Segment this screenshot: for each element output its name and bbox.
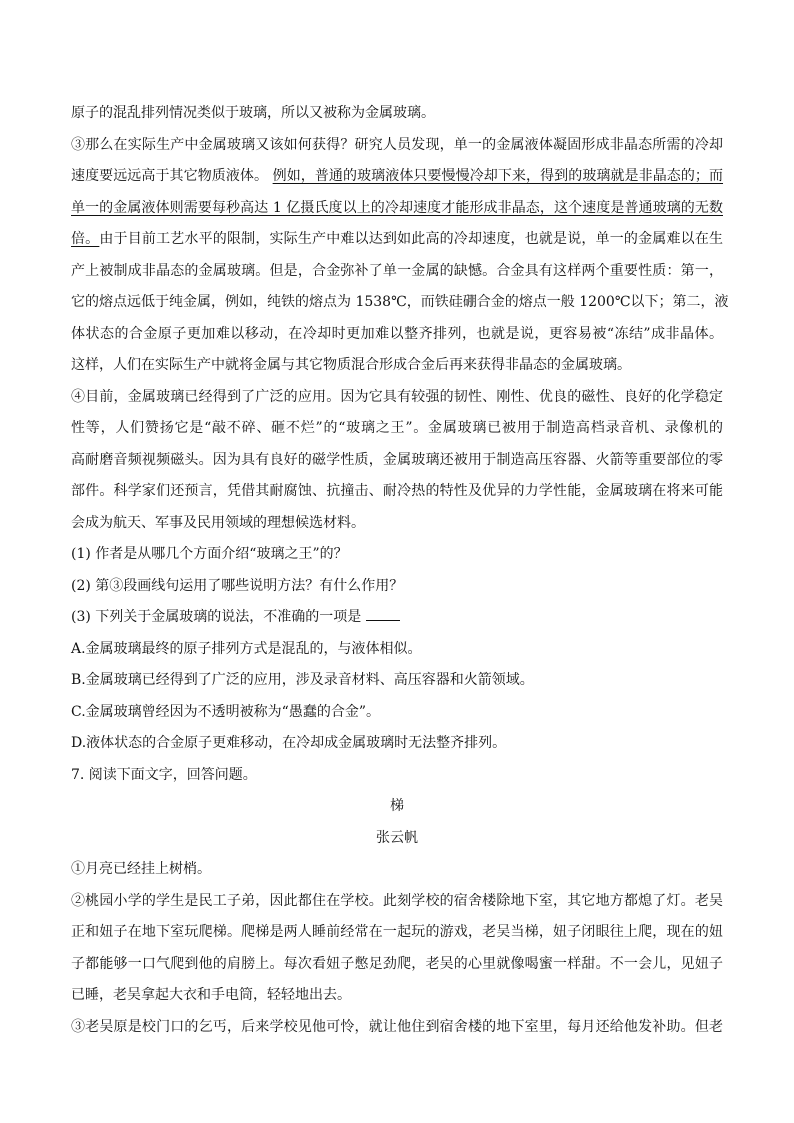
paragraph-4-line-3: 高耐磨音频视频磁头。因为具有良好的磁学性质，金属玻璃还被用于制造高压容器、火箭等重要部位的零: [71, 451, 723, 468]
underlined-sentence: 例如，普通的玻璃液体只要慢慢冷却下来，得到的玻璃就是非晶态的；而: [272, 168, 724, 184]
story-paragraph-2-line-4: 已睡，老吴拿起大衣和手电筒，轻轻地出去。: [71, 987, 351, 1003]
question-1: (1) 作者是从哪几个方面介绍“玻璃之王”的？: [71, 546, 348, 562]
question-3-text: (3) 下列关于金属玻璃的说法，不准确的一项是: [71, 609, 362, 625]
story-author: 张云帆: [376, 829, 418, 846]
paragraph-3-line-2: [71, 161, 723, 193]
question-7-prompt: 7. 阅读下面文字，回答问题。: [71, 766, 257, 783]
paragraph-3-line-8: 这样，人们在实际生产中就将金属与其它物质混合形成合金后再来获得非晶态的金属玻璃。: [71, 357, 631, 373]
option-c: C.金属玻璃曾经因为不透明被称为“愚蠢的合金”。: [71, 703, 380, 720]
underlined-sentence: 倍。: [71, 231, 100, 247]
paragraph-4-line-4: 部件。科学家们还预言，凭借其耐腐蚀、抗撞击、耐冷热的特性及优异的力学性能，金属玻璃在将来可能: [71, 483, 723, 499]
paragraph-2-tail: 原子的混乱排列情况类似于玻璃，所以又被称为金属玻璃。: [71, 105, 435, 121]
answer-blank[interactable]: [366, 608, 400, 621]
paragraph-4-line-2: 性等，人们赞扬它是“敲不碎、砸不烂”的“玻璃之王”。金属玻璃已被用于制造高档录音机、录像机的: [71, 420, 723, 436]
document-content: [71, 98, 729, 1043]
option-b: B.金属玻璃已经得到了广泛的应用，涉及录音材料、高压容器和火箭领域。: [71, 672, 534, 688]
story-title: 梯: [390, 798, 404, 814]
paragraph-3-line-5: 产上被制成非晶态的金属玻璃。但是，合金弥补了单一金属的缺憾。合金具有这样两个重要性质：第一，: [71, 262, 723, 279]
option-a: A.金属玻璃最终的原子排列方式是混乱的，与液体相似。: [71, 640, 422, 657]
paragraph-3-line-1: ③那么在实际生产中金属玻璃又该如何获得？研究人员发现，单一的金属液体凝固形成非晶态所需的冷却: [71, 136, 723, 153]
story-paragraph-2-line-1: ②桃园小学的学生是民工子弟，因此都住在学校。此刻学校的宿舍楼除地下室，其它地方都熄了灯。老吴: [71, 892, 723, 909]
question-2: (2) 第③段画线句运用了哪些说明方法？有什么作用？: [71, 577, 404, 594]
story-paragraph-2-line-3: 子都能够一口气爬到他的肩膀上。每次看妞子憋足劲爬，老吴的心里就像喝蜜一样甜。不一会儿，见妞子: [71, 955, 723, 972]
paragraph-4-line-1: ④目前，金属玻璃已经得到了广泛的应用。因为它具有较强的韧性、刚性、优良的磁性、良好的化学稳定: [71, 388, 723, 405]
story-paragraph-3-line-1: ③老吴原是校门口的乞丐，后来学校见他可怜，就让他住到宿舍楼的地下室里，每月还给他发补助。但老: [71, 1018, 723, 1035]
paragraph-3-line-3: [71, 193, 723, 225]
question-3: [71, 602, 723, 634]
paragraph-4-line-5: 会成为航天、军事及民用领域的理想候选材料。: [71, 514, 365, 531]
story-paragraph-2-line-2: 正和妞子在地下室玩爬梯。爬梯是两人睡前经常在一起玩的游戏，老吴当梯，妞子闭眼往上爬，现在的妞: [71, 924, 723, 940]
paragraph-3-line-4: [71, 224, 723, 256]
option-d: D.液体状态的合金原子更难移动，在冷却成金属玻璃时无法整齐排列。: [71, 735, 507, 751]
text-plain: 由于目前工艺水平的限制，实际生产中难以达到如此高的冷却速度，也就是说，单一的金属难以在生: [99, 231, 724, 247]
underlined-sentence: 单一的金属液体则需要每秒高达 1 亿摄氏度以上的冷却速度才能形成非晶态，这个速度是普通玻璃的无数: [71, 199, 723, 216]
story-paragraph-1: ①月亮已经挂上树梢。: [71, 861, 211, 877]
paragraph-3-line-7: 体状态的合金原子更加难以移动，在冷却时更加难以整齐排列，也就是说，更容易被“冻结”成非晶体。: [71, 325, 723, 342]
text-plain: 速度要远远高于其它物质液体。: [71, 168, 269, 184]
paragraph-3-line-6: 它的熔点远低于纯金属，例如，纯铁的熔点为 1538℃，而铁硅硼合金的熔点一般 1200℃以下；第二，液: [71, 294, 729, 310]
